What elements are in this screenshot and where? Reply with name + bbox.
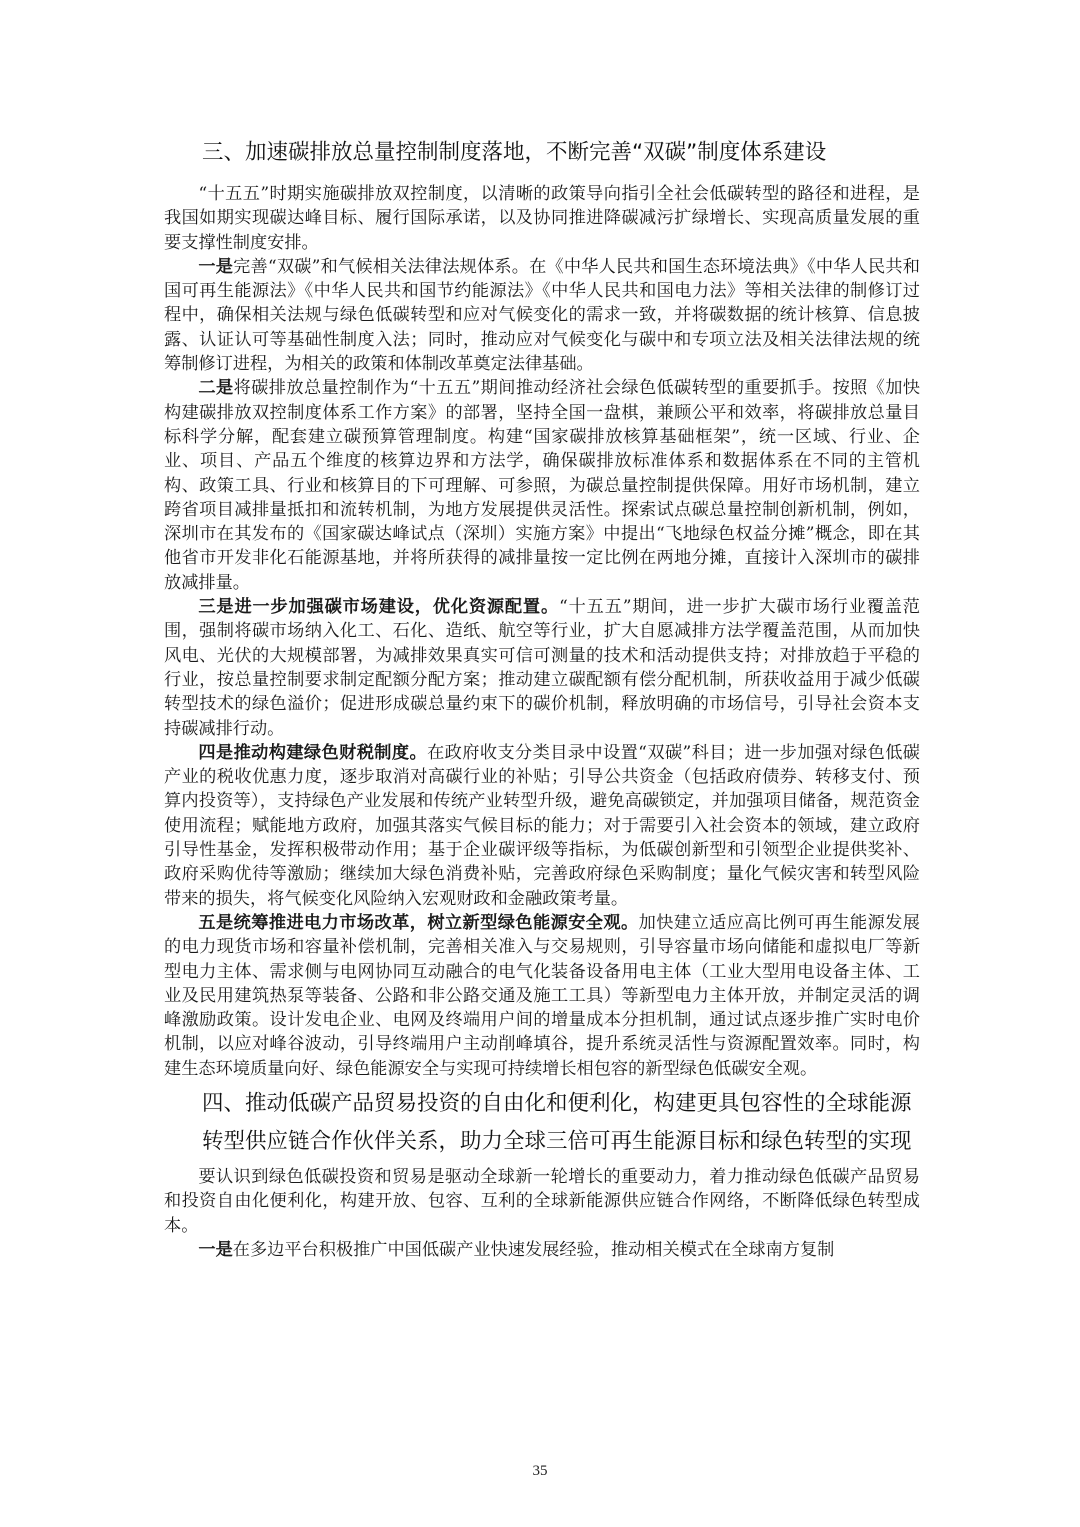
- item-text: 将碳排放总量控制作为“十五五”期间推动经济社会绿色低碳转型的重要抓手。按照《加快构建碳排放双控制度体系工作方案》的部署，坚持全国一盘棋，兼顾公平和效率，将碳排放总量目标科学分解，配套建立碳预算管理制度。构建“国家碳排放核算基础框架”，统一区域、行业、企业、项目、产品五个维度的核算边界和方法学，确保碳排放标准体系和数据体系在不同的主管机构、政策工具、行业和核算目的下可理解、可参照，为碳总量控制提供保障。用好市场机制，建立跨省项目减排量抵扣和流转机制，为地方发展提供灵活性。探索试点碳总量控制创新机制，例如，深圳市在其发布的《国家碳达峰试点（深圳）实施方案》中提出“飞地绿色权益分摊”概念，即在其他省市开发非化石能源基地，并将所获得的减排量按一定比例在两地分摊，直接计入深圳市的碳排放减排量。: [164, 378, 920, 593]
- section-3-item-5: [164, 911, 920, 1081]
- section-3-item-2: [164, 376, 920, 595]
- item-lead: 二是: [198, 378, 234, 399]
- section-3-item-1: [164, 255, 920, 376]
- section-4-item-1: [164, 1238, 920, 1262]
- item-text: 在多边平台积极推广中国低碳产业快速发展经验，推动相关模式在全球南方复制: [232, 1239, 835, 1260]
- item-text: 完善“双碳”和气候相关法律法规体系。在《中华人民共和国生态环境法典》《中华人民共和国可再生能源法》《中华人民共和国节约能源法》《中华人民共和国电力法》等相关法律的制修订过程中，确保相关法规与绿色低碳转型和应对气候变化的需求一致，并将碳数据的统计核算、信息披露、认证认可等基础性制度入法；同时，推动应对气候变化与碳中和专项立法及相关法律法规的统筹制修订进程，为相关的政策和体制改革奠定法律基础。: [164, 256, 920, 375]
- section-4-intro: 要认识到绿色低碳投资和贸易是驱动全球新一轮增长的重要动力，着力推动绿色低碳产品贸易和投资自由化便利化，构建开放、包容、互利的全球新能源供应链合作网络，不断降低绿色转型成本。: [164, 1166, 920, 1236]
- document-page: [164, 132, 920, 1262]
- item-lead: 五是统筹推进电力市场改革，树立新型绿色能源安全观。: [198, 912, 639, 933]
- section-3-intro: “十五五”时期实施碳排放双控制度，以清晰的政策导向指引全社会低碳转型的路径和进程，是我国如期实现碳达峰目标、履行国际承诺，以及协同推进降碳减污扩绿增长、实现高质量发展的重要支撑性制度安排。: [164, 184, 920, 253]
- page-number: 35: [532, 1463, 548, 1479]
- item-text: “十五五”期间，进一步扩大碳市场行业覆盖范围，强制将碳市场纳入化工、石化、造纸、航空等行业，扩大自愿减排方法学覆盖范围，从而加快风电、光伏的大规模部署，为减排效果真实可信可测量的技术和活动提供支持；对排放趋于平稳的行业，按总量控制要求制定配额分配方案；推动建立碳配额有偿分配机制，所获收益用于减少低碳转型技术的绿色溢价；促进形成碳总量约束下的碳价机制，释放明确的市场信号，引导社会资本支持碳减排行动。: [164, 597, 920, 739]
- item-text: 在政府收支分类目录中设置“双碳”科目；进一步加强对绿色低碳产业的税收优惠力度，逐步取消对高碳行业的补贴；引导公共资金（包括政府债券、转移支付、预算内投资等），支持绿色产业发展和传统产业转型升级，避免高碳锁定，并加强项目储备，规范资金使用流程；赋能地方政府，加强其落实气候目标的能力；对于需要引入社会资本的领域，建立政府引导性基金，发挥积极带动作用；基于企业碳评级等指标，为低碳创新型和引领型企业提供奖补、政府采购优待等激励；继续加大绿色消费补贴，完善政府绿色采购制度；量化气候灾害和转型风险带来的损失，将气候变化风险纳入宏观财政和金融政策考量。: [164, 742, 920, 909]
- item-lead: 四是推动构建绿色财税制度。: [198, 742, 428, 763]
- item-lead: 三是进一步加强碳市场建设，优化资源配置。: [198, 597, 559, 618]
- item-lead: 一是: [198, 256, 234, 277]
- item-lead: 一是: [198, 1239, 233, 1260]
- section-3-item-3: [164, 595, 920, 741]
- item-text: 加快建立适应高比例可再生能源发展的电力现货市场和容量补偿机制，完善相关准入与交易规则，引导容量市场向储能和虚拟电厂等新型电力主体、需求侧与电网协同互动融合的电气化装备设备用电主体（工业大型用电设备主体、工业及民用建筑热泵等装备、公路和非公路交通及施工工具）等新型电力主体开放，并制定灵活的调峰激励政策。设计发电企业、电网及终端用户间的增量成本分担机制，通过试点逐步推广实时电价机制，以应对峰谷波动，引导终端用户主动削峰填谷，提升系统灵活性与资源配置效率。同时，构建生态环境质量向好、绿色能源安全与实现可持续增长相包容的新型绿色低碳安全观。: [164, 912, 920, 1079]
- section-3-heading: 三、加速碳排放总量控制制度落地，不断完善“双碳”制度体系建设: [202, 140, 827, 165]
- section-3-item-4: [164, 741, 920, 911]
- section-4-heading: 四、推动低碳产品贸易投资的自由化和便利化，构建更具包容性的全球能源转型供应链合作伙伴关系，助力全球三倍可再生能源目标和绿色转型的实现: [202, 1090, 912, 1154]
